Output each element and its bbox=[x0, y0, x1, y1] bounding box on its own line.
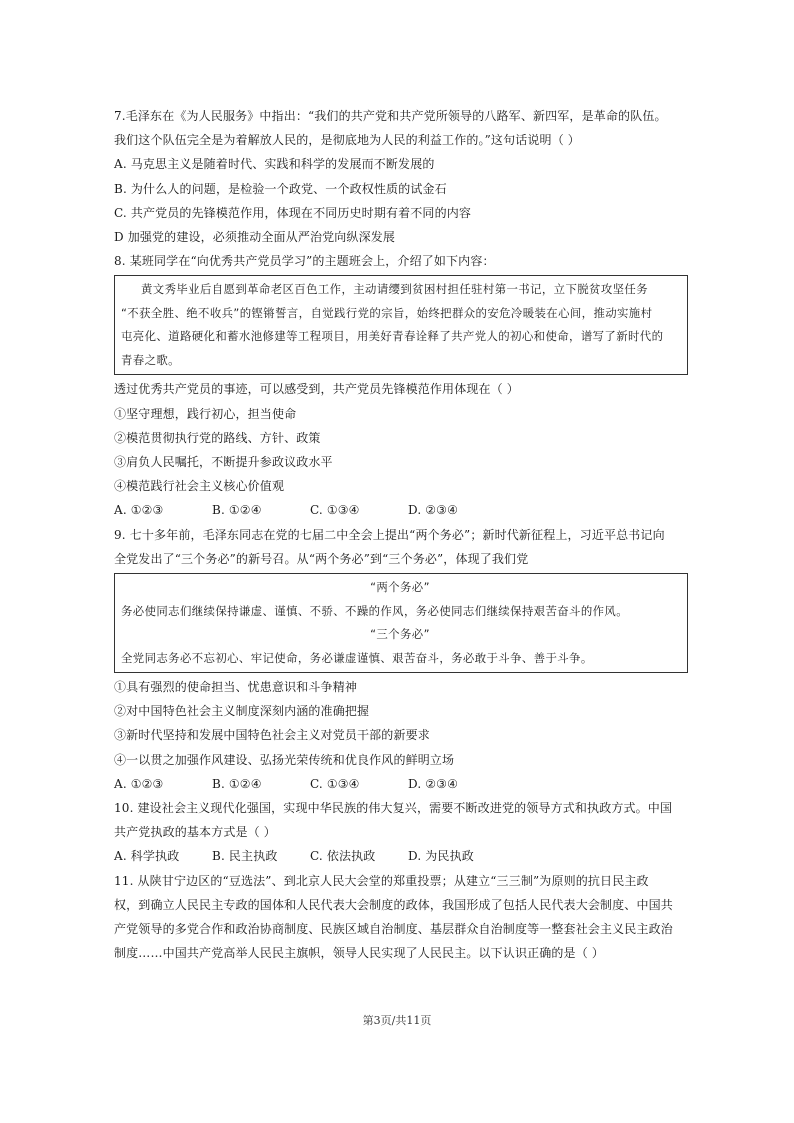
question-9 bbox=[114, 523, 688, 796]
q10-choices bbox=[114, 844, 688, 868]
q9-choice-b: B. ①②④ bbox=[212, 776, 262, 791]
q10-stem-line: 共产党执政的基本方式是（ ） bbox=[114, 825, 276, 840]
q7-option-a: A. 马克思主义是随着时代、实践和科学的发展而不断发展的 bbox=[114, 157, 435, 172]
q11-stem-line: 权，到确立人民民主专政的国体和人民代表大会制度的政体，我国形成了包括人民代表大会制度、中国共 bbox=[114, 897, 673, 912]
question-7 bbox=[114, 104, 688, 249]
q9-choice-a: A. ①②③ bbox=[114, 776, 164, 791]
q8-choice-a: A. ①②③ bbox=[114, 503, 164, 518]
page-content bbox=[114, 104, 688, 965]
q8-item-1: ①坚守理想，践行初心，担当使命 bbox=[114, 406, 297, 421]
q8-choice-c: C. ①③④ bbox=[310, 503, 360, 518]
q11-stem-line: 产党领导的多党合作和政治协商制度、民族区域自治制度、基层群众自治制度等一整套社会主义民主政治 bbox=[114, 922, 673, 937]
q7-stem-line: 7.毛泽东在《为人民服务》中指出：“我们的共产党和共产党所领导的八路军、新四军，是革命的队伍。 bbox=[114, 109, 667, 123]
question-11 bbox=[114, 869, 688, 966]
q8-choice-b: B. ①②④ bbox=[212, 503, 262, 518]
q7-option-d: D 加强党的建设，必须推动全面从严治党向纵深发展 bbox=[114, 230, 396, 245]
q9-stem-line: 全党发出了“三个务必”的新号召。从“两个务必”到“三个务必”，体现了我们党 bbox=[114, 551, 529, 566]
q10-choice-a: A. 科学执政 bbox=[114, 849, 180, 864]
q9-box-title-three: “三个务必” bbox=[370, 627, 430, 642]
page-number: 第3页/共11页 bbox=[362, 1014, 432, 1027]
q9-box-text-three: 全党同志务必不忘初心、牢记使命，务必谦虚谨慎、艰苦奋斗，务必敢于斗争、善于斗争。 bbox=[121, 650, 593, 665]
q8-choice-d: D. ②③④ bbox=[408, 503, 458, 518]
q9-item-2: ②对中国特色社会主义制度深刻内涵的准确把握 bbox=[114, 704, 370, 719]
q8-item-2: ②模范贯彻执行党的路线、方针、政策 bbox=[114, 430, 321, 445]
q9-item-4: ④一以贯之加强作风建设、弘扬光荣传统和优良作风的鲜明立场 bbox=[114, 752, 455, 767]
q11-stem-line: 制度……中国共产党高举人民民主旗帜，领导人民实现了人民民主。以下认识正确的是（ ） bbox=[114, 946, 604, 961]
q8-material-line: 屯亮化、道路硬化和蓄水池修建等工程项目，用美好青春诠释了共产党人的初心和使命，谱写了新时代的 bbox=[121, 329, 664, 344]
q8-item-4: ④模范践行社会主义核心价值观 bbox=[114, 479, 285, 494]
q8-material-line: 青春之歌。 bbox=[121, 352, 180, 367]
q9-item-1: ①具有强烈的使命担当、忧患意识和斗争精神 bbox=[114, 680, 358, 695]
q9-item-3: ③新时代坚持和发展中国特色社会主义对党员干部的新要求 bbox=[114, 728, 430, 743]
q10-choice-c: C. 依法执政 bbox=[310, 849, 376, 864]
q8-item-3: ③肩负人民嘱托，不断提升参政议政水平 bbox=[114, 455, 333, 470]
q9-stem-line: 9. 七十多年前，毛泽东同志在党的七届二中全会上提出“两个务必”；新时代新征程上，习近平总书记向 bbox=[114, 527, 665, 542]
q9-choice-d: D. ②③④ bbox=[408, 776, 458, 791]
q9-material-box bbox=[114, 573, 688, 673]
q9-box-text-two: 务必使同志们继续保持谦虚、谨慎、不骄、不躁的作风，务必使同志们继续保持艰苦奋斗的作风。 bbox=[121, 603, 628, 618]
q10-choice-d: D. 为民执政 bbox=[408, 849, 474, 864]
q9-box-title-two: “两个务必” bbox=[370, 580, 430, 595]
q9-choices bbox=[114, 772, 688, 796]
q11-stem-line: 11. 从陕甘宁边区的“豆选法”、到北京人民大会堂的郑重投票；从建立“三三制”为原则的抗日民主政 bbox=[114, 873, 649, 888]
q8-choices bbox=[114, 498, 688, 522]
q7-option-b: B. 为什么人的问题，是检验一个政党、一个政权性质的试金石 bbox=[114, 181, 447, 196]
q8-material-line: 黄文秀毕业后自愿到革命老区百色工作，主动请缨到贫困村担任驻村第一书记，立下脱贫攻坚任务 bbox=[141, 282, 648, 297]
q8-question: 透过优秀共产党员的事迹，可以感受到，共产党员先锋模范作用体现在（ ） bbox=[114, 382, 519, 397]
q8-stem: 8. 某班同学在“向优秀共产党员学习”的主题班会上，介绍了如下内容： bbox=[114, 254, 495, 269]
q9-choice-c: C. ①③④ bbox=[310, 776, 360, 791]
q8-material-box bbox=[114, 275, 688, 375]
q10-stem-line: 10. 建设社会主义现代化强国，实现中华民族的伟大复兴，需要不断改进党的领导方式和执政方式。中国 bbox=[114, 801, 673, 816]
q7-option-c: C. 共产党员的先锋模范作用，体现在不同历史时期有着不同的内容 bbox=[114, 205, 472, 220]
question-8 bbox=[114, 249, 688, 522]
question-10 bbox=[114, 796, 688, 869]
q8-material-line: “不获全胜、绝不收兵”的铿锵誓言，自觉践行党的宗旨，始终把群众的安危冷暖装在心间，推动实施村 bbox=[121, 305, 653, 320]
q10-choice-b: B. 民主执政 bbox=[212, 849, 278, 864]
q7-stem-line: 我们这个队伍完全是为着解放人民的，是彻底地为人民的利益工作的。”这句话说明（ ） bbox=[114, 133, 580, 148]
